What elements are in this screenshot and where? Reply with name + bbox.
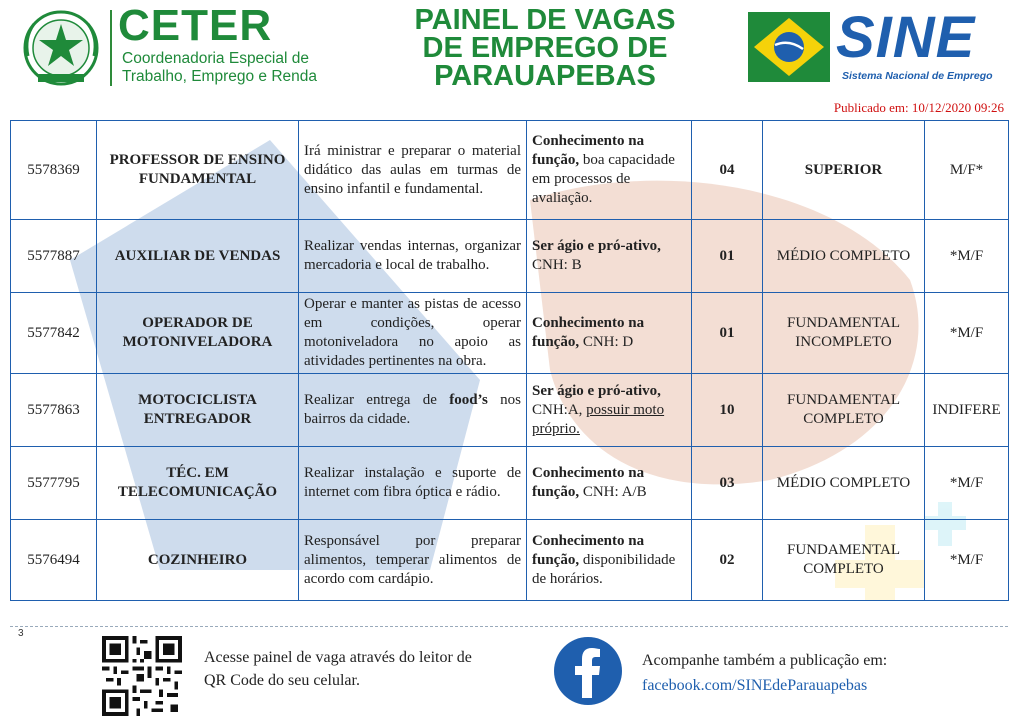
job-education: FUNDAMENTAL INCOMPLETO	[763, 293, 925, 374]
job-title: MOTOCICLISTA ENTREGADOR	[97, 374, 299, 447]
job-description: Realizar instalação e suporte de internet com fibra óptica e rádio.	[299, 447, 527, 520]
job-education: MÉDIO COMPLETO	[763, 447, 925, 520]
job-quantity: 01	[692, 220, 763, 293]
req-text: CNH: B	[532, 257, 582, 273]
desc-text: Realizar entrega de	[304, 392, 450, 408]
state-seal-icon	[20, 8, 102, 88]
job-education: FUNDAMENTAL COMPLETO	[763, 374, 925, 447]
req-text: CNH: D	[579, 334, 634, 350]
job-code: 5578369	[11, 121, 97, 220]
req-text: boa capacidade em processos de avaliação.	[532, 152, 675, 206]
job-requirements	[527, 220, 692, 293]
table-row	[11, 447, 1009, 520]
job-requirements	[527, 293, 692, 374]
facebook-icon[interactable]	[553, 636, 623, 706]
header-divider	[110, 10, 112, 86]
req-bold: Ser ágio e pró-ativo,	[532, 382, 661, 399]
job-code: 5577887	[11, 220, 97, 293]
job-code: 5577842	[11, 293, 97, 374]
job-quantity: 02	[692, 520, 763, 601]
job-sex: *M/F	[925, 447, 1009, 520]
job-title: AUXILIAR DE VENDAS	[97, 220, 299, 293]
page-number: 3	[18, 628, 24, 639]
footer-divider	[10, 626, 1008, 627]
desc-text: nos bairros da cidade.	[304, 392, 521, 427]
job-quantity: 10	[692, 374, 763, 447]
job-quantity: 01	[692, 293, 763, 374]
req-text: disponibilidade de horários.	[532, 551, 676, 587]
req-text: CNH: A/B	[579, 484, 647, 500]
job-code: 5577795	[11, 447, 97, 520]
job-education: FUNDAMENTAL COMPLETO	[763, 520, 925, 601]
job-education: MÉDIO COMPLETO	[763, 220, 925, 293]
headline-line3: PARAUAPEBAS	[434, 60, 656, 92]
org-subtitle-line2: Trabalho, Emprego e Renda	[122, 68, 318, 85]
job-sex: *M/F	[925, 293, 1009, 374]
qr-code-icon[interactable]	[102, 636, 182, 716]
job-description: Responsável por preparar alimentos, temperar alimentos de acordo com cardápio.	[299, 520, 527, 601]
qr-text-line1: Acesse painel de vaga através do leitor de	[204, 649, 472, 666]
job-requirements	[527, 374, 692, 447]
job-code: 5577863	[11, 374, 97, 447]
table-row	[11, 293, 1009, 374]
jobs-table	[10, 120, 1009, 601]
facebook-link[interactable]: facebook.com/SINEdeParauapebas	[642, 677, 868, 694]
job-requirements	[527, 121, 692, 220]
headline-line1: PAINEL DE VAGAS	[414, 4, 676, 36]
job-requirements	[527, 520, 692, 601]
table-row	[11, 520, 1009, 601]
published-value: 10/12/2020 09:26	[911, 100, 1004, 115]
job-title: OPERADOR DE MOTONIVELADORA	[97, 293, 299, 374]
page-headline	[380, 6, 710, 90]
sine-logo-text: SINE	[836, 5, 976, 70]
job-description	[299, 374, 527, 447]
sine-subtitle: Sistema Nacional de Emprego	[842, 70, 993, 82]
job-requirements	[527, 447, 692, 520]
org-title: CETER	[118, 1, 273, 50]
facebook-text-line1: Acompanhe também a publicação em:	[642, 652, 888, 669]
job-description: Operar e manter as pistas de acesso em condições, operar motoniveladora no apoio as atividades pertinentes na obra.	[299, 293, 527, 374]
job-sex: *M/F	[925, 220, 1009, 293]
req-bold: Conhecimento na função,	[532, 465, 645, 500]
published-label: Publicado em:	[833, 100, 909, 115]
table-row	[11, 220, 1009, 293]
job-sex: *M/F	[925, 520, 1009, 601]
headline-line2: DE EMPREGO DE	[422, 32, 668, 64]
job-title: TÉC. EM TELECOMUNICAÇÃO	[97, 447, 299, 520]
req-bold: Conhecimento na função,	[532, 315, 645, 350]
table-row	[11, 121, 1009, 220]
job-sex: M/F*	[925, 121, 1009, 220]
qr-instructions	[204, 646, 472, 692]
job-education: SUPERIOR	[763, 121, 925, 220]
job-quantity: 03	[692, 447, 763, 520]
org-subtitle-line1: Coordenadoria Especial de	[122, 50, 309, 67]
desc-bold: food’s	[449, 392, 488, 408]
job-code: 5576494	[11, 520, 97, 601]
published-date	[834, 100, 1004, 116]
req-underlined: possuir moto próprio.	[532, 401, 665, 437]
req-text: CNH:A,	[532, 401, 587, 418]
qr-text-line2: QR Code do seu celular.	[204, 672, 360, 689]
job-title: PROFESSOR DE ENSINO FUNDAMENTAL	[97, 121, 299, 220]
job-quantity: 04	[692, 121, 763, 220]
req-bold: Ser ágio e pró-ativo,	[532, 238, 661, 254]
job-sex: INDIFERE	[925, 374, 1009, 447]
job-title: COZINHEIRO	[97, 520, 299, 601]
req-bold: Conhecimento na função,	[532, 532, 645, 568]
org-subtitle	[122, 50, 317, 86]
job-description: Irá ministrar e preparar o material didático das aulas em turmas de ensino infantil e fundamental.	[299, 121, 527, 220]
job-description: Realizar vendas internas, organizar mercadoria e local de trabalho.	[299, 220, 527, 293]
brazil-flag-icon	[748, 12, 830, 82]
table-row	[11, 374, 1009, 447]
req-bold: Conhecimento na função,	[532, 133, 645, 168]
facebook-info	[642, 648, 887, 698]
